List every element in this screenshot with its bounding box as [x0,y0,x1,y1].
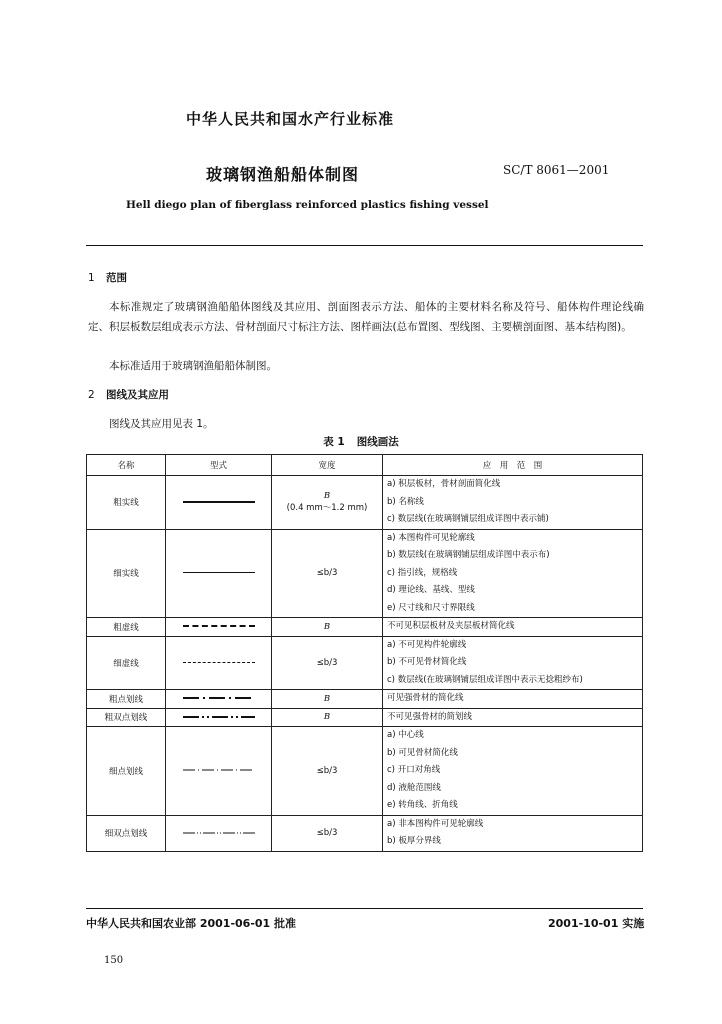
table-row [87,618,643,637]
line-sample-thick-dash [166,618,272,637]
application-item: b) 不可见骨材简化线 [387,657,467,667]
line-application [383,636,643,690]
line-sample-thin-double-dash-dot [166,815,272,851]
line-width: ≤b/3 [272,815,383,851]
application-item: b) 数层线(在玻璃钢铺层组成详图中表示布) [387,550,550,560]
application-item: c) 指引线，规格线 [387,567,458,578]
line-name: 粗点划线 [87,690,166,709]
line-sample-thin-solid [166,529,272,618]
application-item: a) 积层板材，骨材剖面简化线 [387,479,501,489]
table-row [87,815,643,851]
line-width: B [272,618,383,637]
line-sample-thick-double-dash-dot [166,708,272,727]
bottom-divider [86,908,643,909]
table-row [87,708,643,727]
application-item: c) 数层线(在玻璃钢铺层组成详图中表示铺) [387,514,549,524]
english-title: Hell diego plan of fiberglass reinforced plastics fishing vessel [126,199,489,211]
line-application [383,727,643,816]
line-sample-thick-solid [166,476,272,530]
line-name: 粗实线 [87,476,166,530]
line-width-note: (0.4 mm～1.2 mm) [286,503,368,514]
application-item: d) 理论线、基线、型线 [387,585,475,595]
application-item: a) 中心线 [387,730,424,740]
line-sample-thin-dash-dot [166,727,272,816]
header-organization: 中华人民共和国水产行业标准 [185,110,394,128]
application-item: e) 尺寸线和尺寸界限线 [387,602,475,613]
table-header-row [87,455,643,476]
application-item: c) 数层线(在玻璃钢铺层组成详图中表示无捻粗纱布) [387,674,583,685]
application-item: e) 转角线、折角线 [387,800,458,810]
table-caption [0,434,722,449]
line-name: 粗虚线 [87,618,166,637]
line-application [383,815,643,851]
section-2-number: 2 [88,389,95,401]
line-sample-thick-dash-dot [166,690,272,709]
line-sample-thin-dash [166,636,272,690]
line-application [383,618,643,637]
application-item: a) 不可见构件轮廓线 [387,639,467,650]
line-width-value: B [323,491,331,502]
line-application [383,529,643,618]
header-application: 应 用 范 围 [383,455,643,476]
section-1-heading [88,270,127,285]
approval-statement: 中华人民共和国农业部 2001-06-01 批准 [86,917,297,930]
section-1-paragraph-2: 本标准适用于玻璃钢渔船船体制图。 [109,360,277,372]
line-width [272,476,383,530]
header-style: 型式 [166,455,272,476]
line-application [383,690,643,709]
table-row [87,476,643,530]
line-name: 细点划线 [87,727,166,816]
section-1-paragraph-1: 本标准规定了玻璃钢渔船船体图线及其应用、剖面图表示方法、船体的主要材料名称及符号、船体构件理论线确定、积层板数层组成表示方法、骨材剖面尺寸标注方法、图样画法(总布置图、型线图、主要横剖面图、基本结构图)。 [88,301,644,333]
page-number: 150 [104,955,124,966]
application-item: a) 非本图构件可见轮廓线 [387,818,484,829]
section-2-heading [88,387,169,402]
header-width: 宽度 [272,455,383,476]
application-item: 可见强骨材的简化线 [387,693,464,703]
line-name: 细实线 [87,529,166,618]
application-item: b) 板厚分界线 [387,836,441,846]
table-row [87,690,643,709]
line-width: ≤b/3 [272,727,383,816]
line-application [383,708,643,727]
table-caption-text: 图线画法 [356,436,399,448]
application-item: a) 本图构件可见轮廓线 [387,532,475,543]
standard-code: SC/T 8061—2001 [503,163,610,177]
section-2-paragraph-1: 图线及其应用见表 1。 [109,418,214,430]
top-divider [86,245,643,246]
line-width: ≤b/3 [272,636,383,690]
application-item: 不可见强骨材的简划线 [387,711,473,722]
application-item: d) 液舱范围线 [387,782,441,793]
header-name: 名称 [87,455,166,476]
application-item: b) 可见骨材简化线 [387,747,458,758]
line-width: B [272,690,383,709]
application-item: 不可见积层板材及夹层板材简化线 [387,621,515,631]
section-1-number: 1 [88,272,95,284]
line-name: 细虚线 [87,636,166,690]
line-width: B [272,708,383,727]
table-caption-number: 表 1 [323,436,345,448]
section-1-title: 范围 [106,272,127,284]
table-row [87,727,643,816]
document-title: 玻璃钢渔船船体制图 [205,165,359,184]
table-row [87,529,643,618]
application-item: b) 名称线 [387,496,424,507]
implementation-date: 2001-10-01 实施 [548,917,645,930]
application-item: c) 开口对角线 [387,765,441,775]
section-2-title: 图线及其应用 [106,389,169,401]
line-name: 细双点划线 [87,815,166,851]
table-row [87,636,643,690]
line-style-table [86,454,643,852]
line-application [383,476,643,530]
line-width: ≤b/3 [272,529,383,618]
line-name: 粗双点划线 [87,708,166,727]
